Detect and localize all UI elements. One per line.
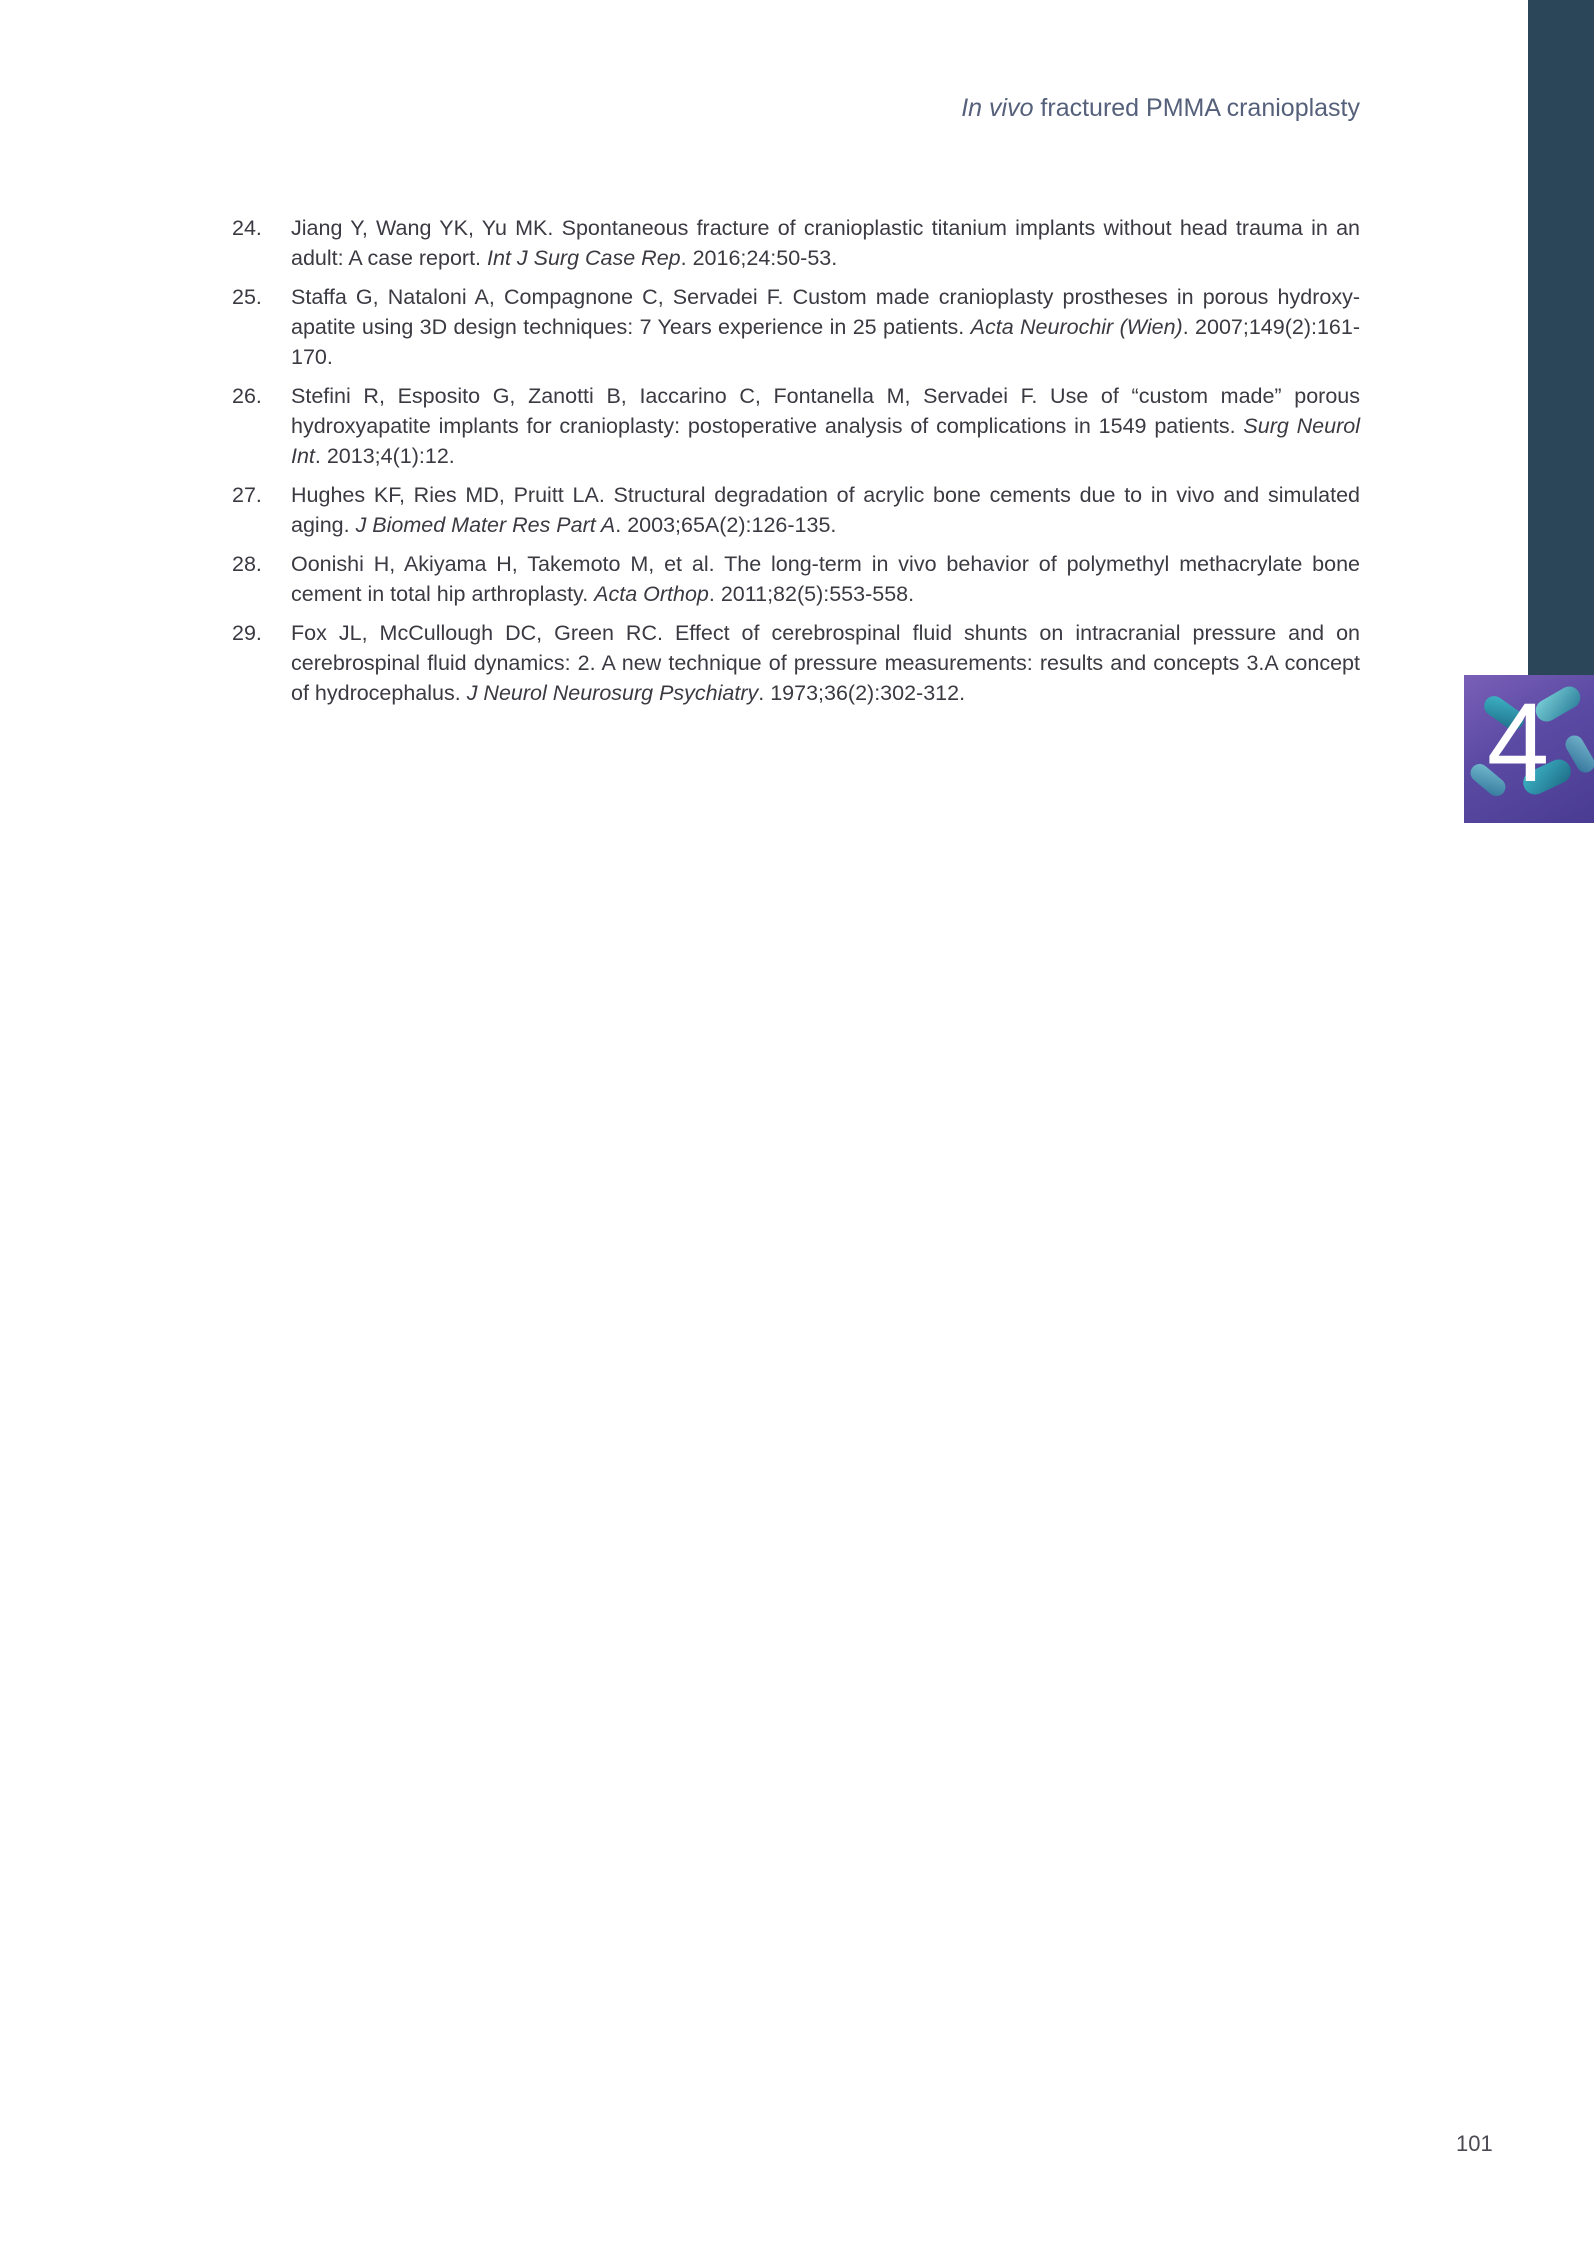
reference-journal: Int J Surg Case Rep [487,246,681,270]
page-number: 101 [1456,2131,1493,2156]
reference-number: 29. [232,621,262,645]
reference-journal: J Neurol Neurosurg Psychiatry [466,681,759,705]
reference-details: . 2011;82(5):553-558. [708,582,915,606]
reference-item [232,618,1360,708]
chapter-tab [1464,675,1594,823]
reference-item [232,480,1360,540]
reference-authors: Hughes KF, Ries MD, Pruitt LA. Structural degradation of acrylic bone cements due to in vivo and simulated aging. [291,483,1360,537]
reference-authors: Fox JL, McCullough DC, Green RC. Effect of cerebrospinal fluid shunts on intracranial pressure and on cerebrospinal fluid dynamics: 2. A new technique of pressure measurements: results and concepts 3.A concept of hydrocephalus. [291,621,1360,705]
reference-journal: J Biomed Mater Res Part A [355,513,616,537]
reference-list [232,213,1360,717]
reference-authors: Jiang Y, Wang YK, Yu MK. Spontaneous fracture of cranioplastic titanium implants without head trauma in an adult: A case report. [291,216,1360,270]
reference-authors: Stefini R, Esposito G, Zanotti B, Iaccarino C, Fontanella M, Servadei F. Use of “custom made” porous hydroxyapatite implants for cranioplasty: postoperative analysis of complications in 1549 patients. [291,384,1360,438]
chapter-side-bar [1528,0,1594,675]
reference-details: . 2013;4(1):12. [314,444,455,468]
reference-journal: Surg Neurol Int [291,414,1360,468]
reference-details: . 1973;36(2):302-312. [758,681,966,705]
reference-number: 25. [232,285,262,309]
running-head-text: fractured PMMA cranioplasty [1033,94,1360,122]
reference-details: . 2016;24:50-53. [680,246,838,270]
reference-number: 27. [232,483,262,507]
reference-journal: Acta Neurochir (Wien) [970,315,1183,339]
reference-item [232,549,1360,609]
running-head [961,94,1360,123]
reference-details: . 2003;65A(2):126-135. [615,513,837,537]
reference-item [232,381,1360,471]
running-head-italic: In vivo [961,94,1034,122]
reference-journal: Acta Orthop [594,582,709,606]
reference-item [232,282,1360,372]
reference-item [232,213,1360,273]
reference-number: 28. [232,552,262,576]
reference-number: 24. [232,216,262,240]
chapter-number: 4 [1486,680,1550,805]
reference-number: 26. [232,384,262,408]
reference-authors: Oonishi H, Akiyama H, Takemoto M, et al. The long-term in vivo behavior of polymethyl methacrylate bone cement in total hip arthroplasty. [291,552,1360,606]
reference-details: . 2007;149(2):161-170. [291,315,1360,369]
reference-authors: Staffa G, Nataloni A, Compagnone C, Servadei F. Custom made cranioplasty prostheses in porous hydroxy-apatite using 3D design techniques: 7 Years experience in 25 patients. [291,285,1360,339]
